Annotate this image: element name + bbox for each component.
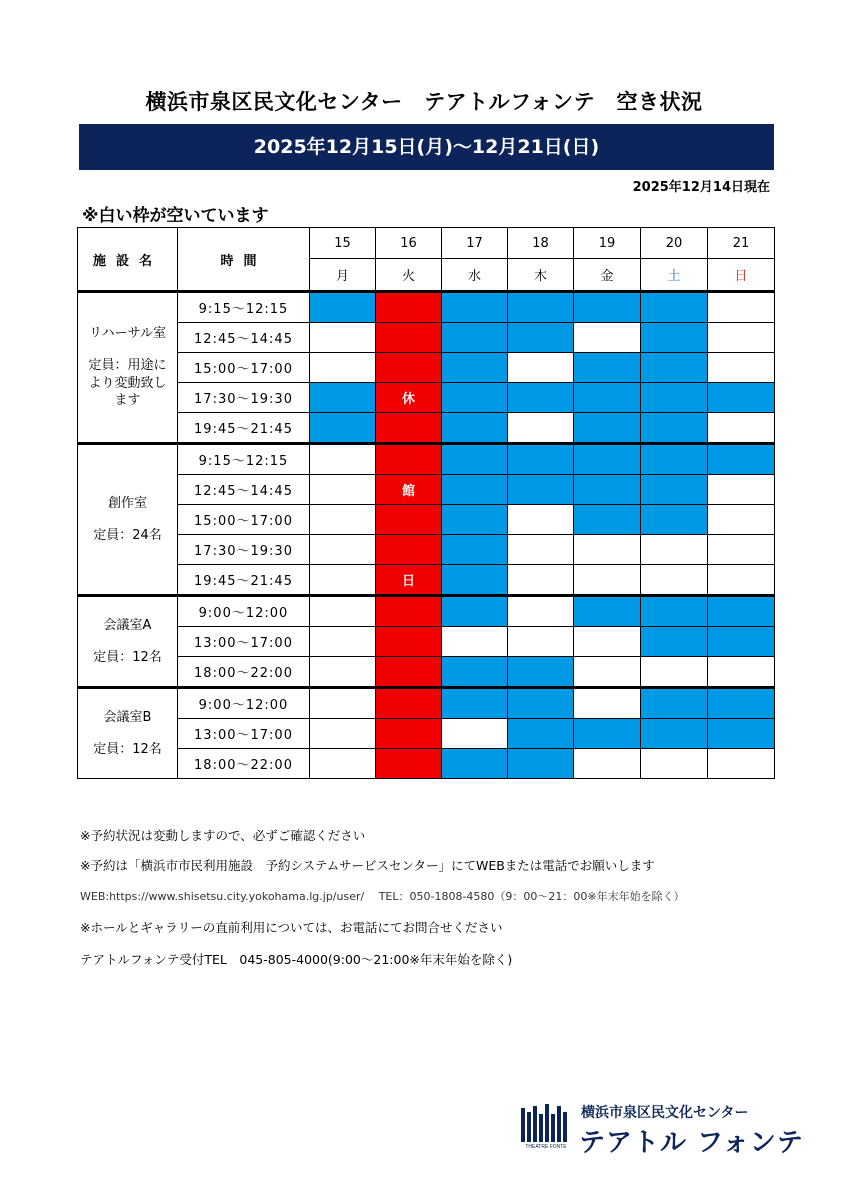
available-slot	[708, 505, 775, 535]
available-slot	[310, 444, 376, 475]
available-slot	[508, 565, 574, 596]
closed-day-label: 日	[376, 565, 442, 596]
available-slot	[574, 749, 641, 779]
time-slot: 15:00～17:00	[178, 505, 310, 535]
time-slot: 17:30～19:30	[178, 383, 310, 413]
booked-slot	[310, 413, 376, 444]
booked-slot	[442, 292, 508, 323]
closed-slot	[376, 353, 442, 383]
as-of-date: 2025年12月14日現在	[632, 180, 770, 195]
schedule-row	[78, 505, 775, 535]
available-slot	[641, 657, 708, 688]
available-slot	[310, 565, 376, 596]
booked-slot	[508, 657, 574, 688]
booked-slot	[508, 292, 574, 323]
closed-slot	[376, 657, 442, 688]
closed-slot	[376, 596, 442, 627]
available-slot	[508, 596, 574, 627]
available-slot	[641, 535, 708, 565]
booked-slot	[310, 292, 376, 323]
available-slot	[310, 627, 376, 657]
schedule-row	[78, 749, 775, 779]
booked-slot	[508, 444, 574, 475]
booked-slot	[641, 444, 708, 475]
booked-slot	[574, 719, 641, 749]
time-slot: 9:00～12:00	[178, 688, 310, 719]
facility-capacity: 定員：24名	[93, 527, 162, 543]
day-of-week: 月	[310, 259, 376, 292]
booked-slot	[641, 719, 708, 749]
available-slot	[708, 475, 775, 505]
schedule-row	[78, 413, 775, 444]
booked-slot	[641, 292, 708, 323]
facility-capacity: 定員：12名	[93, 741, 162, 757]
schedule-row	[78, 292, 775, 323]
day-of-week: 木	[508, 259, 574, 292]
page-title: 横浜市泉区民文化センター テアトルフォンテ 空き状況	[145, 90, 703, 114]
time-column-header: 時間	[178, 228, 310, 292]
schedule-row	[78, 719, 775, 749]
available-slot	[574, 688, 641, 719]
booked-slot	[641, 383, 708, 413]
available-slot	[708, 413, 775, 444]
closed-day-label: 休	[376, 383, 442, 413]
time-slot: 12:45～14:45	[178, 323, 310, 353]
facility-cell	[78, 292, 178, 444]
note-web-tel: WEB:https://www.shisetsu.city.yokohama.lg.jp/user/ TEL：050-1808-4580（9：00～21：00※年末年始を除く）	[80, 890, 685, 903]
time-slot: 9:15～12:15	[178, 444, 310, 475]
available-slot	[641, 749, 708, 779]
time-slot: 19:45～21:45	[178, 413, 310, 444]
closed-slot	[376, 323, 442, 353]
booked-slot	[442, 688, 508, 719]
booked-slot	[442, 444, 508, 475]
schedule-row	[78, 596, 775, 627]
time-slot: 17:30～19:30	[178, 535, 310, 565]
available-slot	[708, 565, 775, 596]
day-of-week: 土	[641, 259, 708, 292]
available-slot	[310, 596, 376, 627]
booked-slot	[574, 475, 641, 505]
day-of-week: 火	[376, 259, 442, 292]
header-row-days	[78, 228, 775, 259]
available-slot	[708, 535, 775, 565]
booked-slot	[708, 719, 775, 749]
available-slot	[508, 413, 574, 444]
facility-name: リハーサル室	[89, 326, 166, 342]
schedule-row	[78, 323, 775, 353]
facility-cell	[78, 688, 178, 779]
note-confirm: ※予約状況は変動しますので、必ずご確認ください	[80, 828, 366, 843]
logo-brand-name: テアトル フォンテ	[579, 1128, 804, 1158]
booked-slot	[708, 383, 775, 413]
available-slot	[310, 475, 376, 505]
time-slot: 18:00～22:00	[178, 657, 310, 688]
booked-slot	[574, 413, 641, 444]
booked-slot	[508, 719, 574, 749]
day-number: 15	[310, 228, 376, 259]
available-slot	[641, 565, 708, 596]
available-slot	[310, 323, 376, 353]
booked-slot	[442, 657, 508, 688]
day-number: 18	[508, 228, 574, 259]
closed-slot	[376, 688, 442, 719]
period-banner: 2025年12月15日(月)～12月21日(日)	[79, 124, 774, 170]
closed-slot	[376, 749, 442, 779]
booked-slot	[442, 565, 508, 596]
booked-slot	[442, 596, 508, 627]
available-slot	[708, 353, 775, 383]
time-slot: 15:00～17:00	[178, 353, 310, 383]
time-slot: 9:15～12:15	[178, 292, 310, 323]
time-slot: 18:00～22:00	[178, 749, 310, 779]
booked-slot	[641, 353, 708, 383]
available-slot	[708, 749, 775, 779]
available-slot	[708, 657, 775, 688]
facility-capacity: 定員：用途により変動致します	[88, 357, 167, 409]
booked-slot	[508, 749, 574, 779]
booked-slot	[442, 475, 508, 505]
schedule-row	[78, 688, 775, 719]
day-number: 19	[574, 228, 641, 259]
booked-slot	[641, 596, 708, 627]
booked-slot	[641, 505, 708, 535]
available-slot	[708, 323, 775, 353]
schedule-row	[78, 475, 775, 505]
booked-slot	[442, 323, 508, 353]
logo-org-name: 横浜市泉区民文化センター	[581, 1105, 749, 1121]
available-slot	[508, 535, 574, 565]
booked-slot	[641, 413, 708, 444]
available-slot	[508, 627, 574, 657]
available-slot	[574, 657, 641, 688]
day-number: 21	[708, 228, 775, 259]
schedule-row	[78, 565, 775, 596]
time-slot: 19:45～21:45	[178, 565, 310, 596]
booked-slot	[574, 444, 641, 475]
day-of-week: 金	[574, 259, 641, 292]
time-slot: 13:00～17:00	[178, 719, 310, 749]
facility-name: 会議室A	[103, 617, 152, 633]
booked-slot	[708, 627, 775, 657]
available-slot	[508, 353, 574, 383]
booked-slot	[508, 688, 574, 719]
booked-slot	[442, 383, 508, 413]
day-of-week: 日	[708, 259, 775, 292]
schedule-row	[78, 535, 775, 565]
available-slot	[310, 505, 376, 535]
booked-slot	[708, 444, 775, 475]
booked-slot	[442, 749, 508, 779]
booked-slot	[574, 383, 641, 413]
schedule-row	[78, 657, 775, 688]
schedule-row	[78, 627, 775, 657]
free-slot-note: ※白い枠が空いています	[82, 206, 269, 226]
booked-slot	[310, 383, 376, 413]
available-slot	[574, 323, 641, 353]
note-reservation: ※予約は「横浜市市民利用施設 予約システムサービスセンター」にてWEBまたは電話でお願いします	[80, 858, 655, 873]
booked-slot	[574, 353, 641, 383]
booked-slot	[574, 505, 641, 535]
booked-slot	[508, 383, 574, 413]
day-number: 20	[641, 228, 708, 259]
facility-cell	[78, 444, 178, 596]
available-slot	[708, 292, 775, 323]
theatre-fonte-mark-icon	[519, 1102, 573, 1156]
note-hall-gallery: ※ホールとギャラリーの直前利用については、お電話にてお問合せください	[80, 920, 503, 935]
day-number: 17	[442, 228, 508, 259]
available-slot	[310, 657, 376, 688]
closed-slot	[376, 505, 442, 535]
closed-slot	[376, 627, 442, 657]
availability-table	[77, 227, 775, 779]
available-slot	[508, 505, 574, 535]
available-slot	[442, 719, 508, 749]
available-slot	[574, 627, 641, 657]
booked-slot	[442, 353, 508, 383]
available-slot	[574, 565, 641, 596]
booked-slot	[708, 596, 775, 627]
booked-slot	[641, 323, 708, 353]
facility-capacity: 定員：12名	[93, 649, 162, 665]
time-slot: 13:00～17:00	[178, 627, 310, 657]
booked-slot	[442, 505, 508, 535]
schedule-row	[78, 383, 775, 413]
facility-name: 会議室B	[103, 709, 152, 725]
available-slot	[310, 719, 376, 749]
closed-day-label: 館	[376, 475, 442, 505]
facility-column-header: 施設名	[78, 228, 178, 292]
day-of-week: 水	[442, 259, 508, 292]
closed-slot	[376, 292, 442, 323]
booked-slot	[442, 535, 508, 565]
closed-slot	[376, 719, 442, 749]
closed-slot	[376, 535, 442, 565]
booked-slot	[574, 596, 641, 627]
available-slot	[310, 353, 376, 383]
time-slot: 9:00～12:00	[178, 596, 310, 627]
available-slot	[574, 535, 641, 565]
booked-slot	[574, 292, 641, 323]
note-reception-tel: テアトルフォンテ受付TEL 045-805-4000(9:00～21:00※年末年始を除く)	[80, 952, 513, 967]
booked-slot	[708, 688, 775, 719]
booked-slot	[641, 627, 708, 657]
available-slot	[442, 627, 508, 657]
closed-slot	[376, 444, 442, 475]
available-slot	[310, 688, 376, 719]
day-number: 16	[376, 228, 442, 259]
booked-slot	[442, 413, 508, 444]
closed-slot	[376, 413, 442, 444]
time-slot: 12:45～14:45	[178, 475, 310, 505]
booked-slot	[641, 688, 708, 719]
booked-slot	[508, 323, 574, 353]
facility-cell	[78, 596, 178, 688]
schedule-row	[78, 444, 775, 475]
booked-slot	[641, 475, 708, 505]
facility-name: 創作室	[107, 495, 147, 511]
logo-mark-text: THEATRE FONTE	[525, 1144, 567, 1150]
available-slot	[310, 535, 376, 565]
theatre-fonte-logo	[519, 1102, 804, 1158]
booked-slot	[508, 475, 574, 505]
schedule-row	[78, 353, 775, 383]
available-slot	[310, 749, 376, 779]
